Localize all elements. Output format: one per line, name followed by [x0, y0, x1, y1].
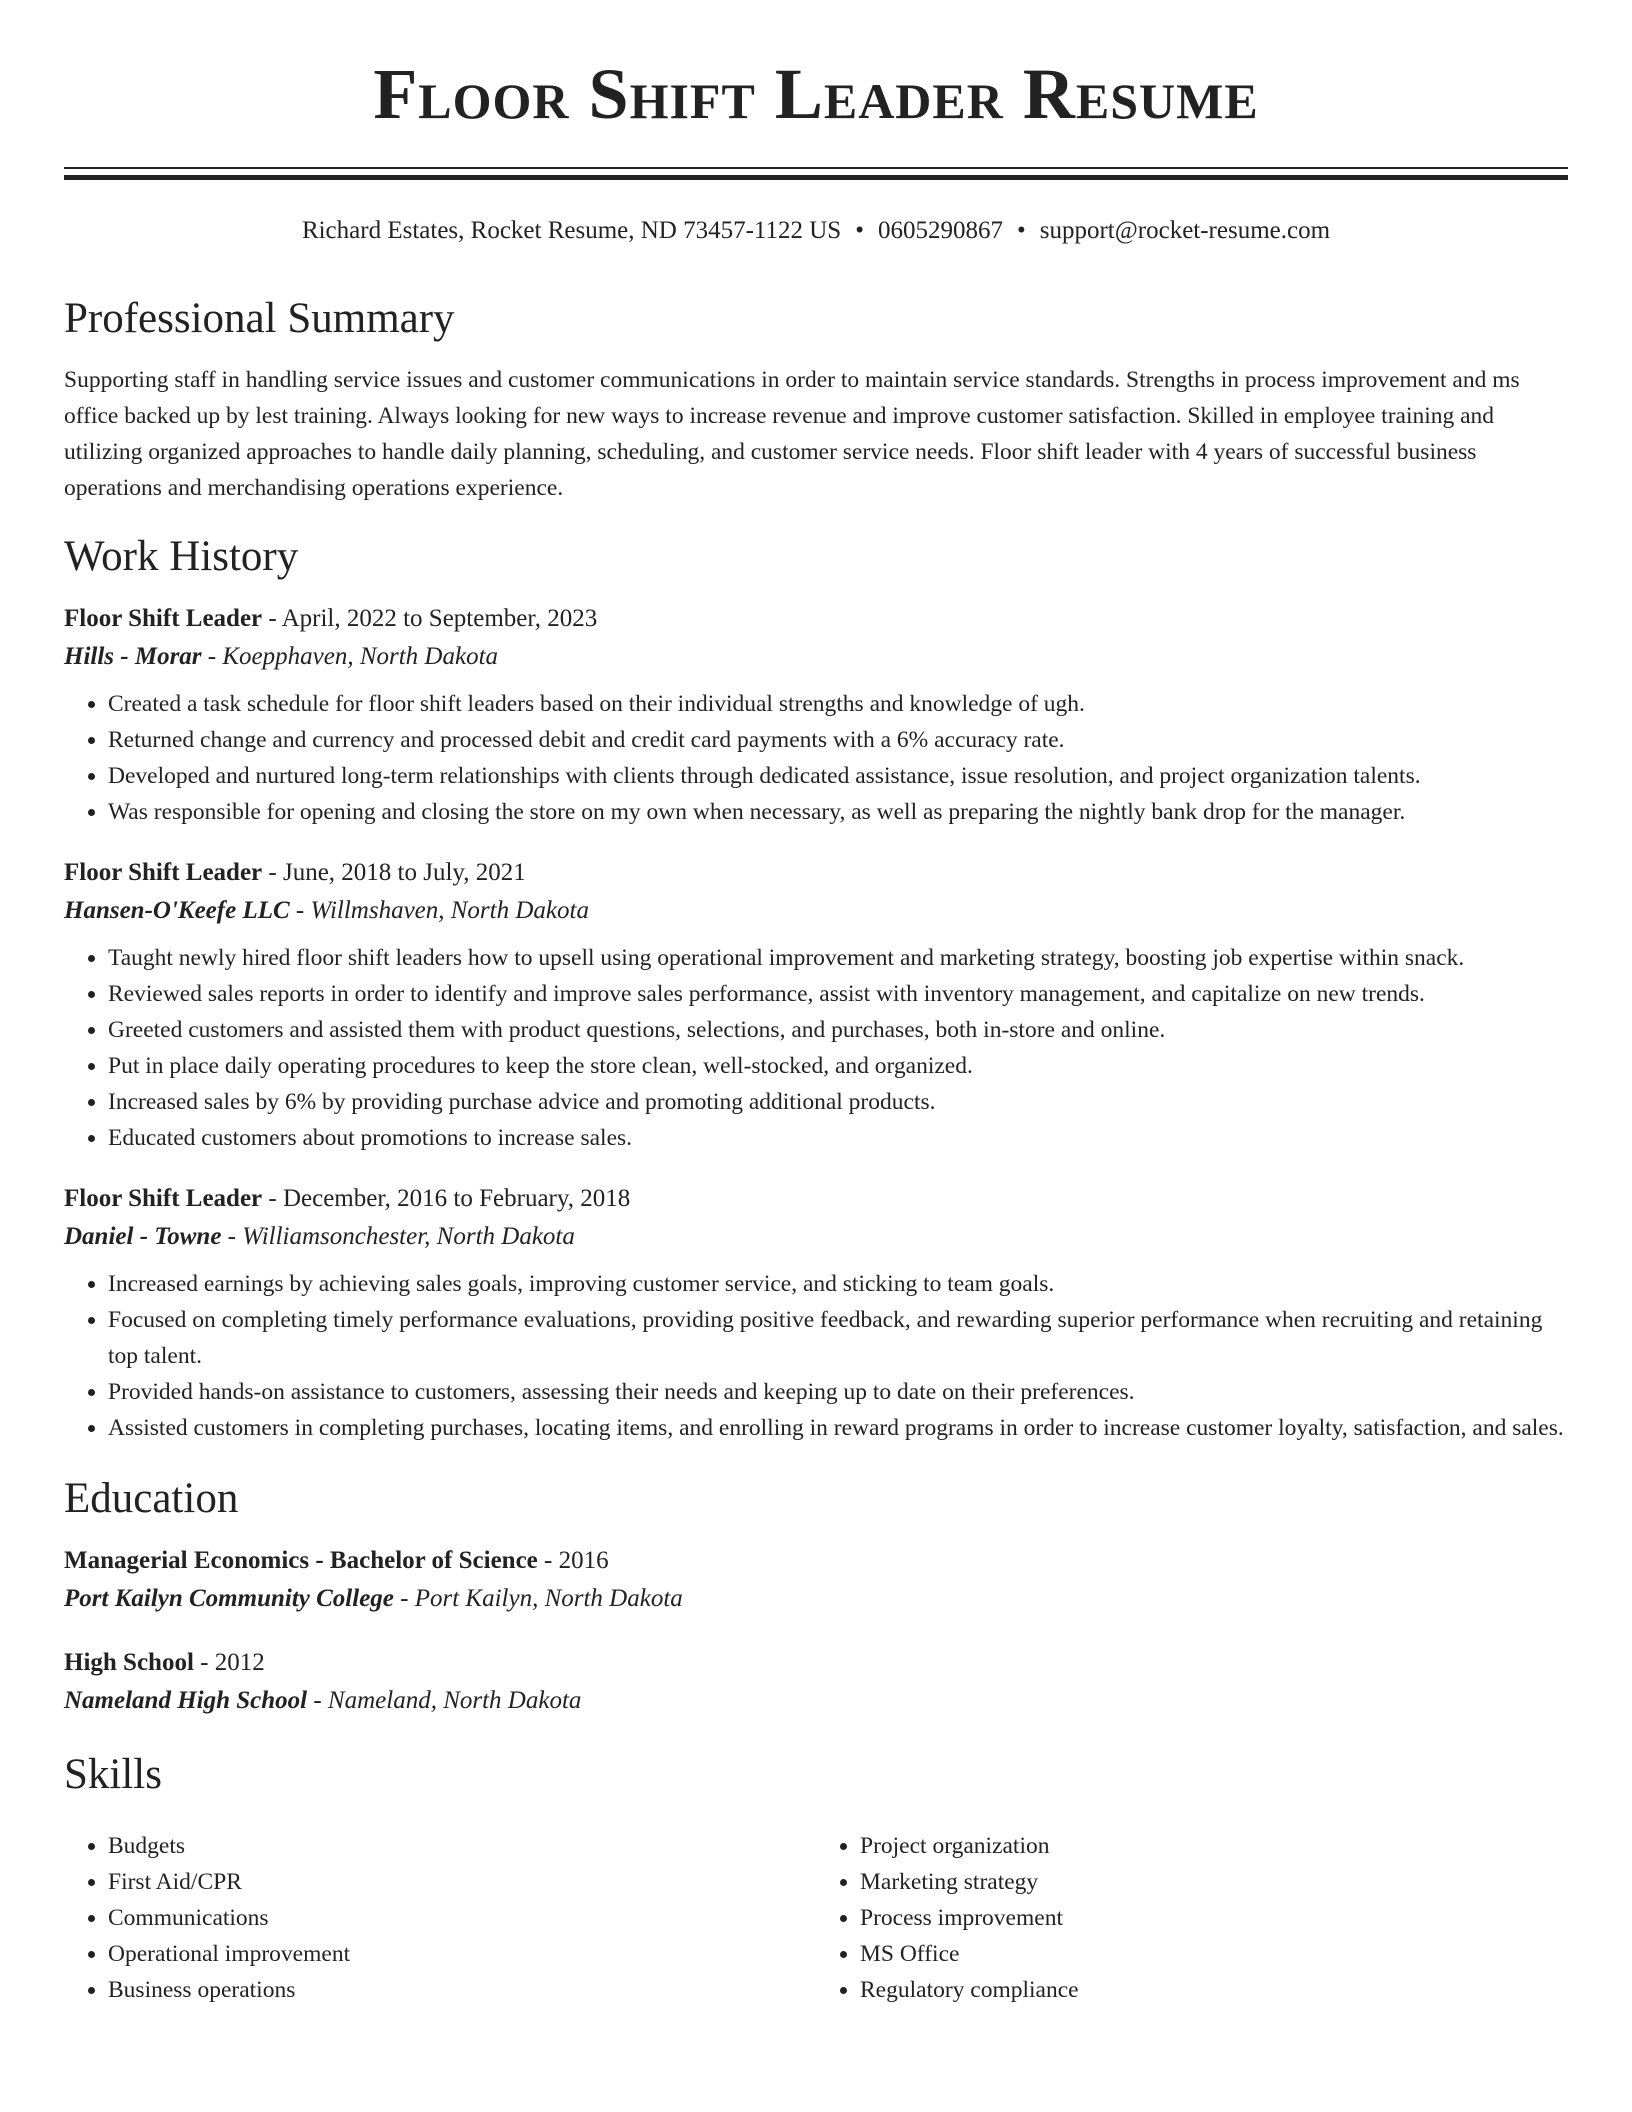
work-history-heading: Work History [64, 533, 299, 580]
school-name: Nameland High School [64, 1687, 308, 1714]
job-entry [64, 1180, 1568, 1446]
job-duty: • Greeted customers and assisted them with product questions, selections, and purchases, both in-store and online. [108, 1012, 1568, 1048]
education-section [64, 1470, 1568, 1720]
job-duty: • Provided hands-on assistance to customers, assessing their needs and keeping up to date on their preferences. [108, 1374, 1568, 1410]
job-duty: • Created a task schedule for floor shift leaders based on their individual strengths and knowledge of ugh. [108, 686, 1568, 722]
contact-separator: • [855, 217, 864, 244]
job-duty: • Assisted customers in completing purchases, locating items, and enrolling in reward programs in order to increase customer loyalty, satisfaction, and sales. [108, 1410, 1568, 1446]
employer-location: - Williamsonchester, North Dakota [221, 1223, 575, 1250]
title-divider-thin [64, 167, 1568, 169]
school-location: - Nameland, North Dakota [307, 1687, 582, 1714]
job-duty: • Was responsible for opening and closing the store on my own when necessary, as well as preparing the nightly bank drop for the manager. [108, 794, 1568, 830]
job-title: Floor Shift Leader [64, 859, 263, 886]
summary-text: Supporting staff in handling service issues and customer communications in order to maintain service standards. Strengths in process improvement and ms office backed up by lest training. Always looking for new ways to increase revenue and improve customer satisfaction. Skilled in employee training and utilizing organized approaches to handle daily planning, scheduling, and customer service needs. Floor shift leader with 4 years of successful business operations and merchandising operations experience. [64, 367, 1520, 501]
job-duty: • Increased sales by 6% by providing purchase advice and promoting additional products. [108, 1084, 1568, 1120]
employer-line [64, 892, 1568, 930]
job-duties [64, 686, 1568, 830]
job-dates: - June, 2018 to July, 2021 [262, 859, 526, 886]
contact-line [0, 215, 1632, 247]
resume-title: Floor Shift Leader Resume [373, 54, 1259, 134]
skill-item: • MS Office [860, 1936, 1568, 1972]
employer-name: Hills - Morar [64, 643, 202, 670]
employer-line [64, 1218, 1568, 1256]
job-title-line [64, 1180, 1568, 1218]
contact-address: Richard Estates, Rocket Resume, ND 73457-1122 US [301, 217, 842, 244]
summary-heading: Professional Summary [64, 295, 455, 342]
skill-item: • Budgets [108, 1828, 816, 1864]
job-entry [64, 600, 1568, 830]
skills-list-right [816, 1828, 1568, 2008]
education-heading: Education [64, 1475, 239, 1522]
degree-line [64, 1644, 1568, 1682]
summary-section [64, 290, 1568, 506]
job-title: Floor Shift Leader [64, 1185, 263, 1212]
job-duty: • Increased earnings by achieving sales goals, improving customer service, and sticking to team goals. [108, 1266, 1568, 1302]
employer-name: Daniel - Towne [64, 1223, 222, 1250]
school-line [64, 1580, 1568, 1618]
skills-heading: Skills [64, 1751, 162, 1798]
skill-item: • Business operations [108, 1972, 816, 2008]
degree-line [64, 1542, 1568, 1580]
employer-name: Hansen-O'Keefe LLC [64, 897, 290, 924]
school-name: Port Kailyn Community College [64, 1585, 394, 1612]
employer-location: - Koepphaven, North Dakota [201, 643, 499, 670]
employer-location: - Willmshaven, North Dakota [289, 897, 589, 924]
job-duty: • Developed and nurtured long-term relationships with clients through dedicated assistance, issue resolution, and project organization talents. [108, 758, 1568, 794]
degree-name: Managerial Economics - Bachelor of Science [64, 1547, 538, 1574]
skill-item: • Process improvement [860, 1900, 1568, 1936]
job-duty: • Focused on completing timely performance evaluations, providing positive feedback, and rewarding superior performance when recruiting and retaining top talent. [108, 1302, 1568, 1374]
degree-year: - 2012 [193, 1649, 265, 1676]
job-duty: • Reviewed sales reports in order to identify and improve sales performance, assist with inventory management, and capitalize on new trends. [108, 976, 1568, 1012]
title-divider-thick [64, 175, 1568, 180]
skill-item: • Project organization [860, 1828, 1568, 1864]
job-title: Floor Shift Leader [64, 605, 263, 632]
skill-item: • Communications [108, 1900, 816, 1936]
education-entry [64, 1542, 1568, 1618]
employer-line [64, 638, 1568, 676]
skill-item: • First Aid/CPR [108, 1864, 816, 1900]
school-location: - Port Kailyn, North Dakota [393, 1585, 683, 1612]
job-duty: • Put in place daily operating procedures to keep the store clean, well-stocked, and organized. [108, 1048, 1568, 1084]
skills-list-left [64, 1828, 816, 2008]
contact-separator: • [1016, 217, 1026, 244]
contact-phone: 0605290867 [877, 217, 1003, 244]
job-duties [64, 1266, 1568, 1446]
job-duties [64, 940, 1568, 1156]
contact-email: support@rocket-resume.com [1039, 217, 1331, 244]
skills-columns [64, 1818, 1568, 2008]
school-line [64, 1682, 1568, 1720]
work-history-section [64, 528, 1568, 1446]
job-duty: • Returned change and currency and processed debit and credit card payments with a 6% accuracy rate. [108, 722, 1568, 758]
degree-name: High School [64, 1649, 194, 1676]
resume-content [64, 290, 1568, 2008]
job-title-line [64, 854, 1568, 892]
skills-section [64, 1746, 1568, 2008]
job-duty: • Taught newly hired floor shift leaders how to upsell using operational improvement and marketing strategy, boosting job expertise within snack. [108, 940, 1568, 976]
job-duty: • Educated customers about promotions to increase sales. [108, 1120, 1568, 1156]
job-dates: - April, 2022 to September, 2023 [262, 605, 598, 632]
skill-item: • Operational improvement [108, 1936, 816, 1972]
job-dates: - December, 2016 to February, 2018 [262, 1185, 631, 1212]
degree-year: - 2016 [537, 1547, 609, 1574]
skill-item: • Marketing strategy [860, 1864, 1568, 1900]
education-entry [64, 1644, 1568, 1720]
job-entry [64, 854, 1568, 1156]
skill-item: • Regulatory compliance [860, 1972, 1568, 2008]
job-title-line [64, 600, 1568, 638]
